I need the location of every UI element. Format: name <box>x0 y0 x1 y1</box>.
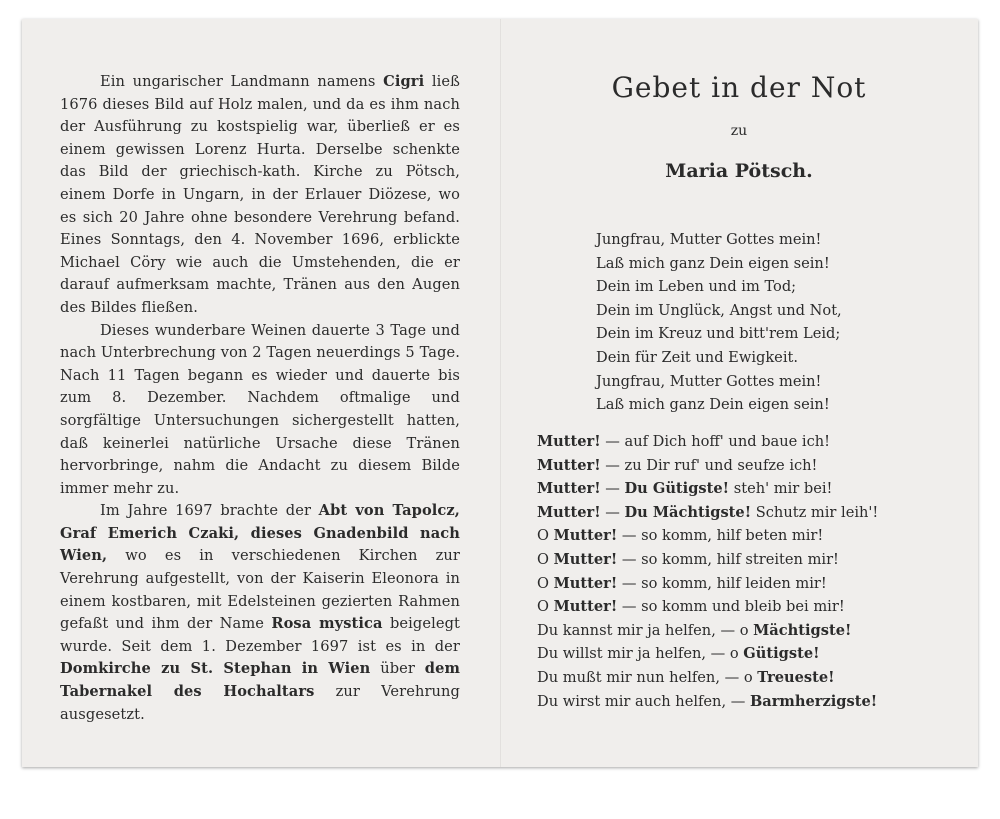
litany-line <box>537 642 947 666</box>
bold-text-run: dem Tabernakel des Hochaltars <box>60 660 460 701</box>
litany-line <box>537 430 947 454</box>
bold-text-run: Mutter! <box>537 456 601 474</box>
text-run: zur Verehrung ausgesetzt. <box>60 683 460 723</box>
right-page <box>500 19 978 767</box>
verse-line: Dein im Unglück, Angst und Not, <box>596 301 842 319</box>
text-run: ließ 1676 dieses Bild auf Holz malen, und da es ihm nach der Ausführung zu kostspielig war, überließ er es einem gewissen Lorenz Hurta. Derselbe schenkte das Bild der griechisch-kath. Kirche zu Pötsch, einem Dorfe in Ungarn, in der Erlauer Diözese, wo es sich 20 Jahre ohne besondere Verehrung befand. Eines Sonntags, den 4. November 1696, erblickte Michael Cöry wie auch die Umstehenden, die er darauf aufmerksam machte, Tränen aus den Augen des Bildes fließen. <box>60 73 460 316</box>
text-run: — auf Dich hoff' und baue ich! <box>600 433 831 450</box>
text-run: Schutz mir leih'! <box>751 503 879 521</box>
litany-line <box>537 454 947 478</box>
text-run: Du mußt mir nun helfen, — o <box>537 668 758 686</box>
text-run: über <box>370 660 425 678</box>
text-run: O <box>537 574 554 592</box>
litany-line <box>537 666 947 690</box>
bold-text-run: Mutter! <box>553 598 618 616</box>
text-run: — so komm, hilf leiden mir! <box>617 574 827 592</box>
litany-line <box>537 690 947 714</box>
bold-text-run: Mutter! <box>537 503 601 521</box>
bold-text-run: Abt von Tapolcz, Graf Emerich Czaki, dieses Gnadenbild nach Wien, <box>60 502 460 565</box>
bold-text-run: Mächtigste! <box>753 621 852 639</box>
bold-text-run: Cigri <box>383 73 425 90</box>
prayer-title: Gebet in der Not <box>611 71 867 104</box>
litany-line <box>537 524 947 548</box>
text-run: steh' mir bei! <box>729 480 833 498</box>
verse-line: Laß mich ganz Dein eigen sein! <box>596 396 830 414</box>
text-run: Im Jahre 1697 brachte der <box>100 502 319 520</box>
verse-line: Jungfrau, Mutter Gottes mein! <box>596 372 822 390</box>
center-fold <box>500 19 502 767</box>
bold-text-run: Mutter! <box>553 527 618 545</box>
text-run: — zu Dir ruf' und seufze ich! <box>600 456 818 474</box>
prayer-litany <box>537 430 947 713</box>
text-run: Du kannst mir ja helfen, — o <box>537 621 754 639</box>
left-page <box>60 71 460 819</box>
text-run: — so komm, hilf beten mir! <box>617 527 824 545</box>
litany-line <box>537 572 947 596</box>
bold-text-run: Du Mächtigste! <box>624 503 752 521</box>
text-run: Dieses wunderbare Weinen dauerte 3 Tage und nach Unterbrechung von 2 Tagen neuerdings 5 Tage. Nach 11 Tagen begann es wieder und dauerte bis zum 8. Dezember. Nachdem oftmalige und sorgfältige Untersuchungen sichergestellt hatten, daß keinerlei natürliche Ursache diese Tränen hervorbringe, nahm die Andacht zu diesem Bilde immer mehr zu. <box>60 321 460 497</box>
text-run: — <box>600 503 625 521</box>
text-run: — so komm, hilf streiten mir! <box>617 550 839 568</box>
text-run: — so komm und bleib bei mir! <box>617 598 845 616</box>
text-run: Ein ungarischer Landmann namens <box>100 73 384 90</box>
verse-line: Dein für Zeit und Ewigkeit. <box>596 348 798 366</box>
bold-text-run: Mutter! <box>537 433 601 450</box>
litany-line <box>537 477 947 501</box>
text-run: beigelegt wurde. Seit dem 1. Dezember 1697 ist es in der <box>60 615 460 655</box>
verse-line: Dein im Leben und im Tod; <box>596 278 797 296</box>
bold-text-run: Mutter! <box>553 550 618 568</box>
litany-line <box>537 595 947 619</box>
bold-text-run: Rosa mystica <box>271 615 383 633</box>
history-paragraph-1 <box>60 71 460 320</box>
verse-line: Dein im Kreuz und bitt'rem Leid; <box>596 325 841 343</box>
history-paragraph-2 <box>60 320 460 501</box>
verse-line: Jungfrau, Mutter Gottes mein! <box>596 231 822 248</box>
bold-text-run: Mutter! <box>537 480 601 498</box>
text-run: O <box>537 598 554 616</box>
litany-line <box>537 619 947 643</box>
history-paragraph-3 <box>60 500 460 726</box>
bold-text-run: Gütigste! <box>743 645 820 663</box>
bold-text-run: Du Gütigste! <box>624 480 730 498</box>
verse-line: Laß mich ganz Dein eigen sein! <box>596 254 830 272</box>
text-run: Du wirst mir auch helfen, — <box>537 692 750 710</box>
prayer-verse <box>596 228 956 417</box>
bold-text-run: Barmherzigste! <box>749 692 878 710</box>
bold-text-run: Mutter! <box>553 574 618 592</box>
litany-line <box>537 548 947 572</box>
litany-line <box>537 501 947 525</box>
prayer-zu: zu <box>730 123 748 139</box>
bold-text-run: Treueste! <box>757 668 835 686</box>
prayer-subtitle: Maria Pötsch. <box>665 160 813 182</box>
text-run: Du willst mir ja helfen, — o <box>537 645 744 663</box>
text-run: O <box>537 527 554 545</box>
text-run: — <box>600 480 625 498</box>
bold-text-run: Domkirche zu St. Stephan in Wien <box>60 660 371 678</box>
text-run: wo es in verschiedenen Kirchen zur Verehrung aufgestellt, von der Kaiserin Eleonora in einem kostbaren, mit Edelsteinen gezierten Rahmen gefaßt und ihm der Name <box>60 547 460 633</box>
text-run: O <box>537 550 554 568</box>
